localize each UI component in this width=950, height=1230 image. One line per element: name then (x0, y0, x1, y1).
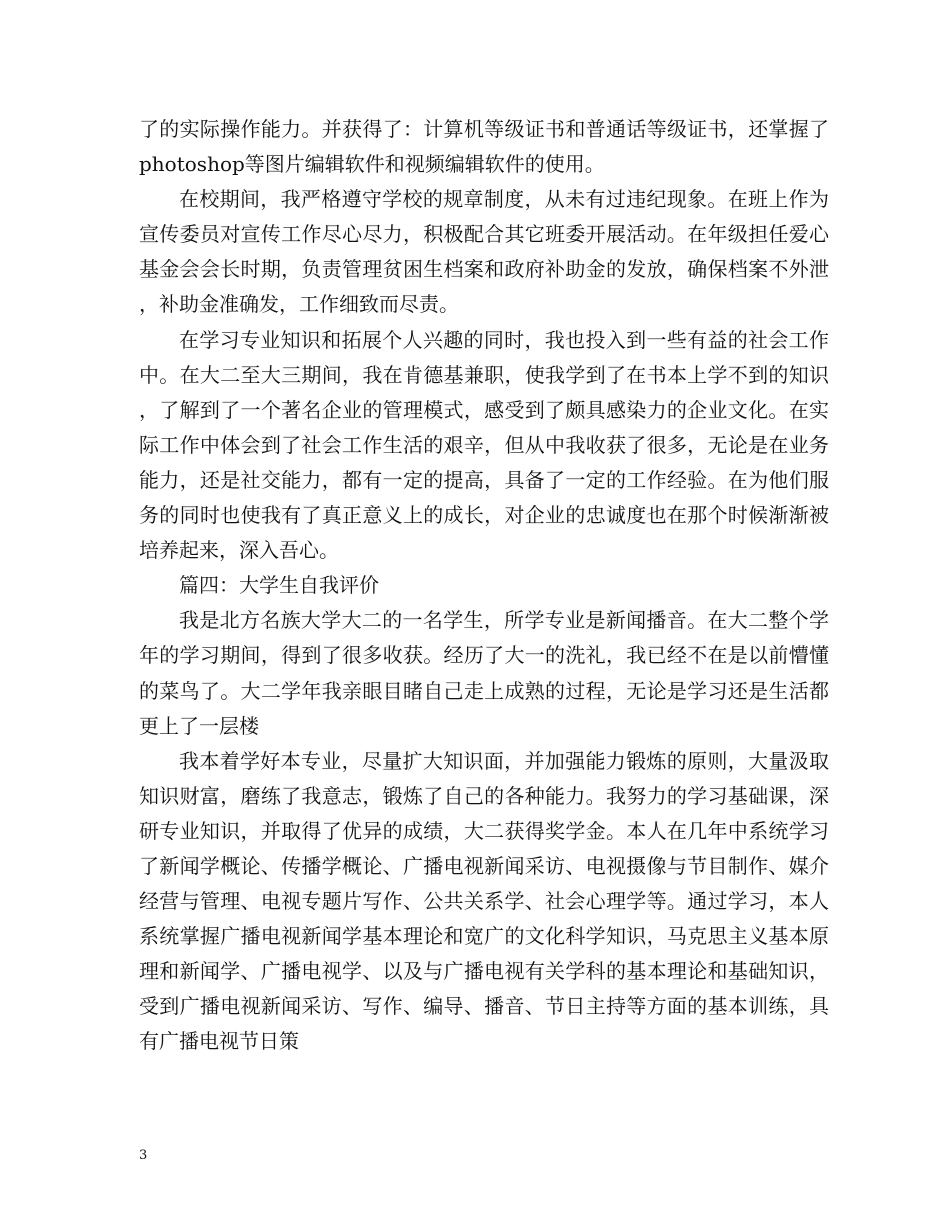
paragraph: 在学习专业知识和拓展个人兴趣的同时，我也投入到一些有益的社会工作中。在大二至大三期间，我在肯德基兼职，使我学到了在书本上学不到的知识，了解到了一个著名企业的管理模式，感受到了颇具感染力的企业文化。在实际工作中体会到了社会工作生活的艰辛，但从中我收获了很多，无论是在业务能力，还是社交能力，都有一定的提高，具备了一定的工作经验。在为他们服务的同时也使我有了真正意义上的成长，对企业的忠诚度也在那个时候渐渐被培养起来，深入吾心。 (139, 327, 829, 563)
document-body (139, 112, 829, 1060)
page-number: 3 (139, 1148, 148, 1163)
paragraph: 在校期间，我严格遵守学校的规章制度，从未有过违纪现象。在班上作为宣传委员对宣传工作尽心尽力，积极配合其它班委开展活动。在年级担任爱心基金会会长时期，负责管理贫困生档案和政府补助金的发放，确保档案不外泄，补助金准确发，工作细致而尽责。 (139, 187, 829, 317)
paragraph: 我是北方名族大学大二的一名学生，所学专业是新闻播音。在大二整个学年的学习期间，得到了很多收获。经历了大一的洗礼，我已经不在是以前懵懂的菜鸟了。大二学年我亲眼目睹自己走上成熟的过程，无论是学习还是生活都更上了一层楼 (139, 608, 829, 738)
section-heading: 篇四：大学生自我评价 (179, 573, 379, 598)
paragraph: 我本着学好本专业，尽量扩大知识面，并加强能力锻炼的原则，大量汲取知识财富，磨练了我意志，锻炼了自己的各种能力。我努力的学习基础课，深研专业知识，并取得了优异的成绩，大二获得奖学金。本人在几年中系统学习了新闻学概论、传播学概论、广播电视新闻采访、电视摄像与节目制作、媒介经营与管理、电视专题片写作、公共关系学、社会心理学等。通过学习，本人系统掌握广播电视新闻学基本理论和宽广的文化科学知识，马克思主义基本原理和新闻学、广播电视学、以及与广播电视有关学科的基本理论和基础知识，受到广播电视新闻采访、写作、编导、播音、节日主持等方面的基本训练，具有广播电视节日策 (139, 748, 829, 1054)
paragraph: 了的实际操作能力。并获得了：计算机等级证书和普通话等级证书，还掌握了photoshop等图片编辑软件和视频编辑软件的使用。 (139, 117, 829, 177)
